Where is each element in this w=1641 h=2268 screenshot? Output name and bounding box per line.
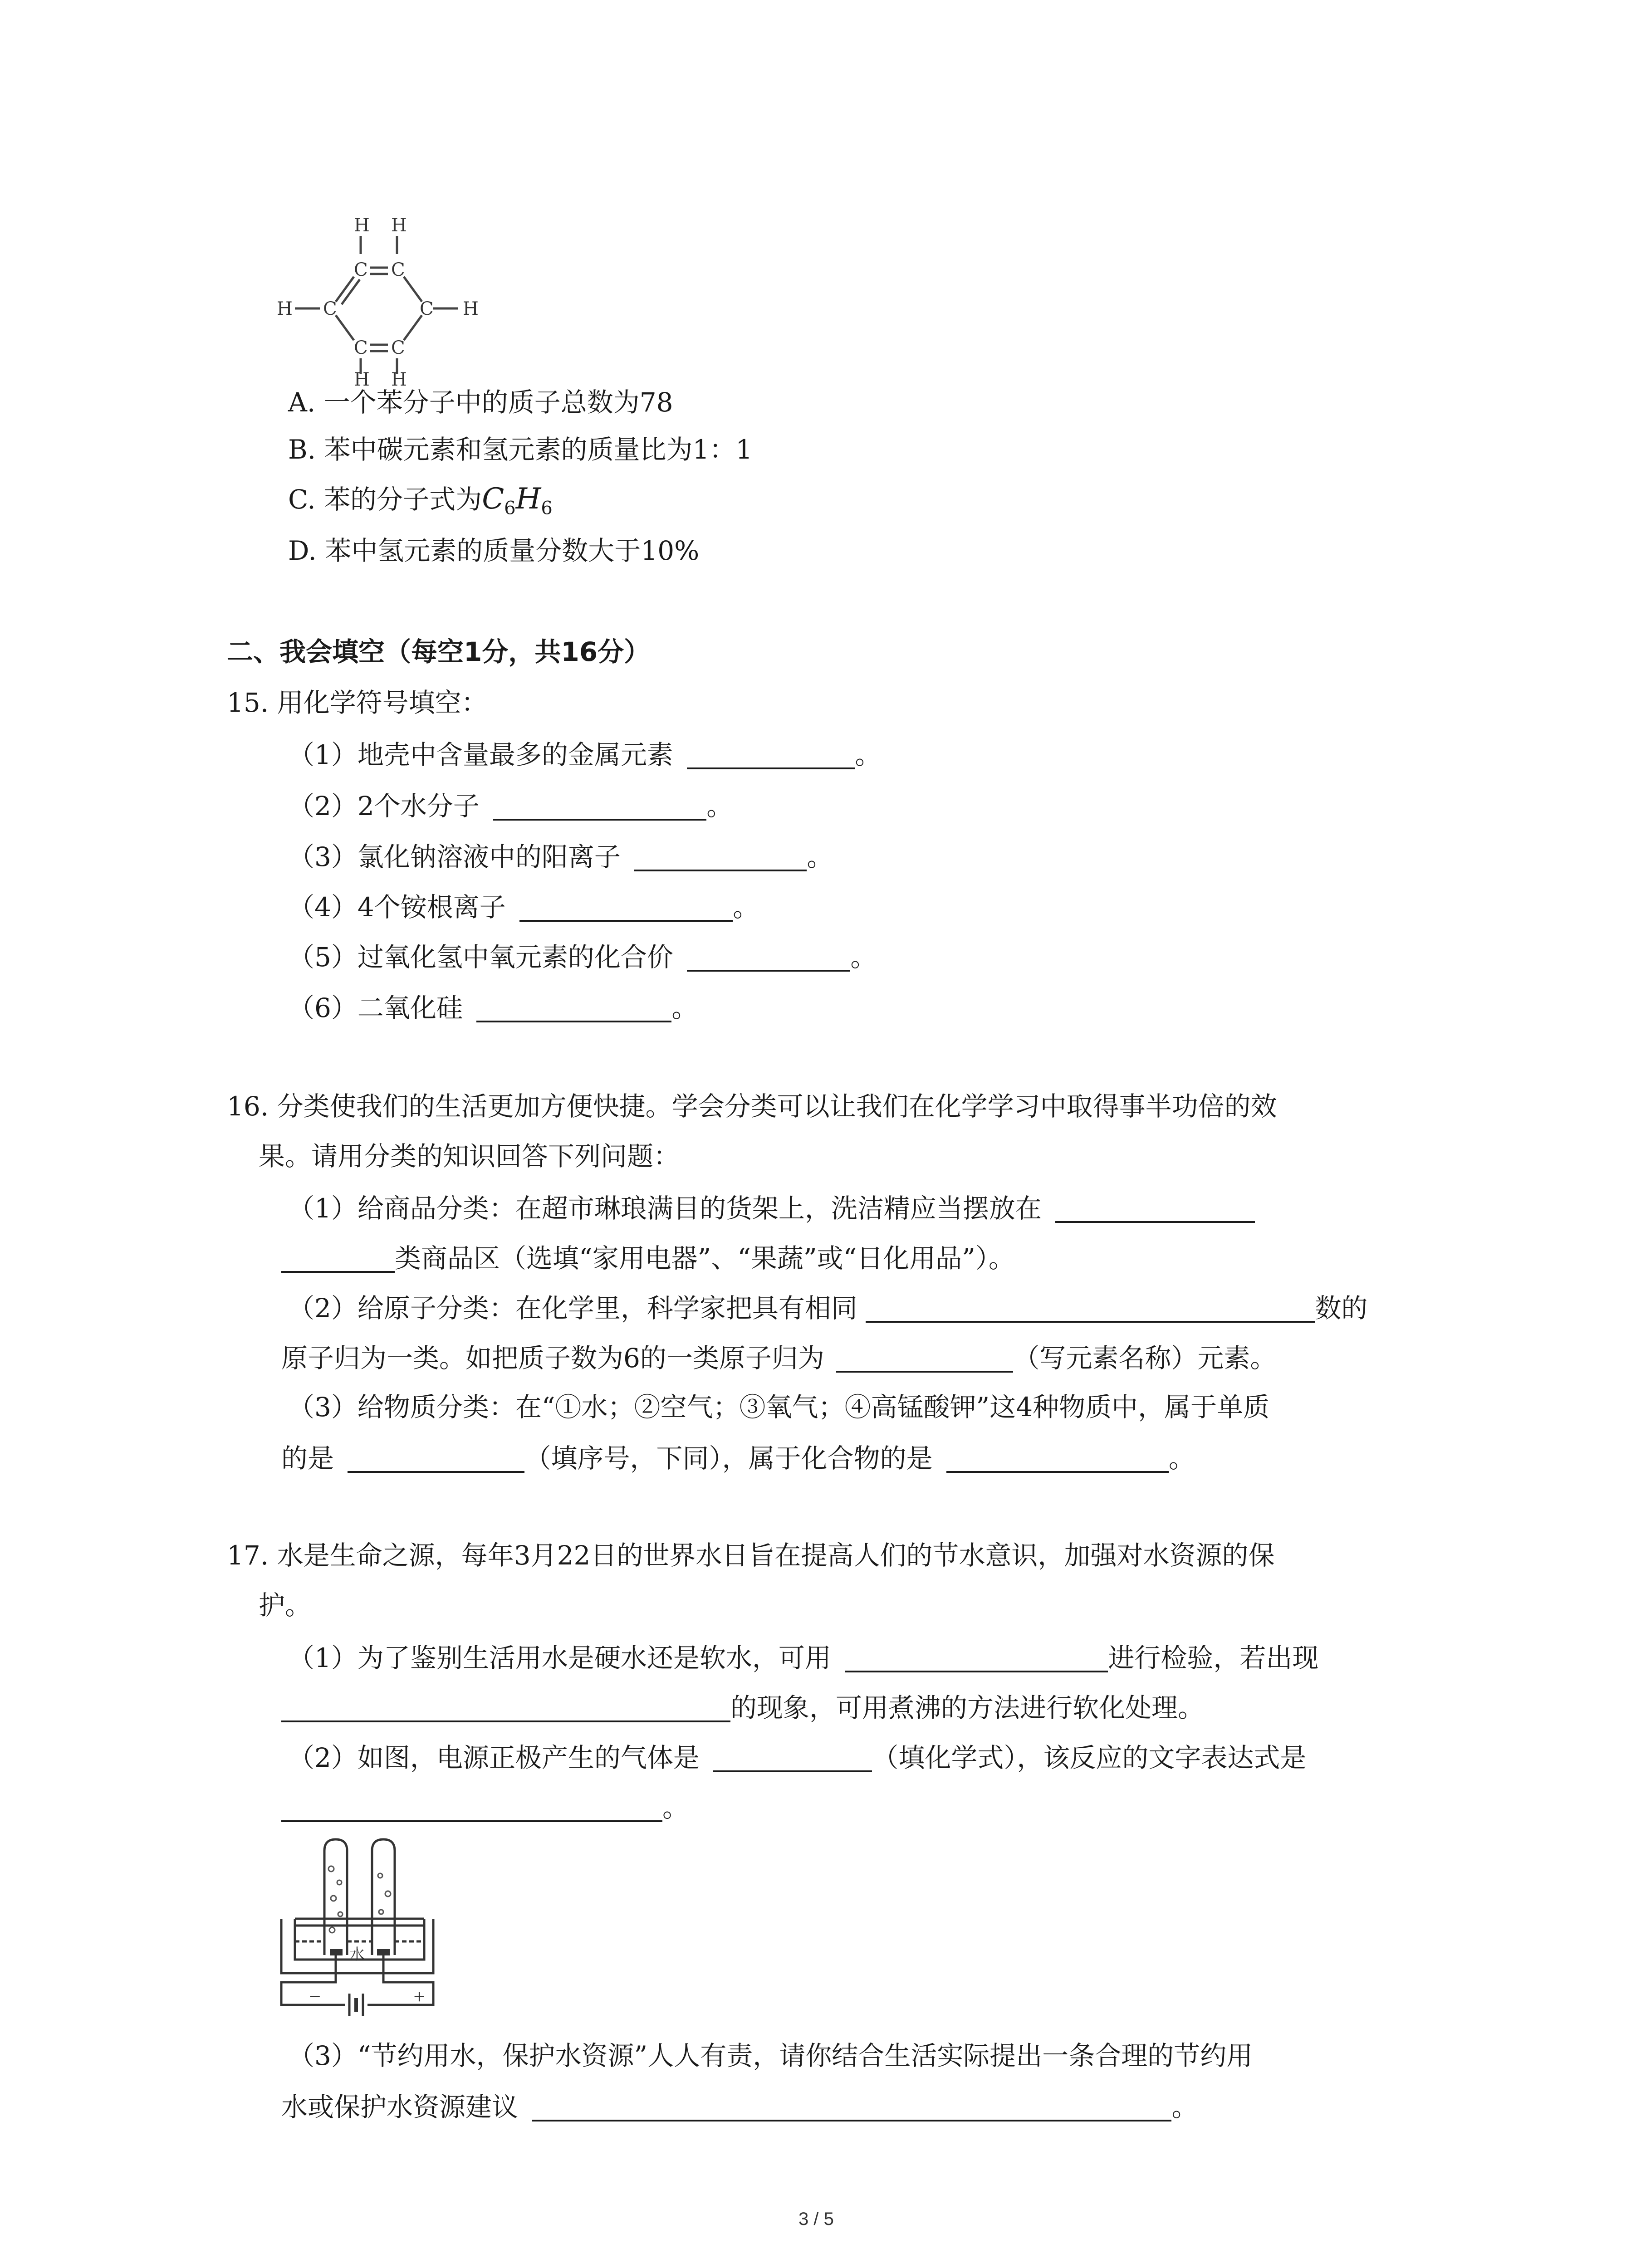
option-b: B. 苯中碳元素和氢元素的质量比为1：1 (288, 434, 753, 465)
q16-p3-text-b: （填序号，下同），属于化合物的是 (524, 1443, 933, 1474)
q16-p1-line2 (281, 1244, 1015, 1273)
benzene-structure-diagram (272, 218, 490, 386)
answer-blank[interactable] (476, 993, 671, 1022)
q15-item-2 (288, 792, 733, 821)
q17-p1-text-c: 的现象，可用煮沸的方法进行软化处理。 (730, 1692, 1205, 1723)
answer-blank[interactable] (281, 1693, 730, 1722)
q15-item-5 (288, 943, 877, 972)
atom-c: C (391, 259, 405, 280)
item-end: 。 (671, 992, 698, 1023)
answer-blank[interactable] (532, 2092, 1171, 2121)
q16-p2-text-a: （2）给原子分类：在化学里，科学家把具有相同 (288, 1293, 857, 1324)
formula-carbon: C (482, 482, 505, 516)
q15-stem: 15. 用化学符号填空： (227, 687, 488, 718)
item-end: 。 (807, 841, 833, 872)
answer-blank[interactable] (634, 842, 807, 871)
q16-p3-text-a: 的是 (281, 1443, 334, 1474)
q16-p3-text-c: 。 (1168, 1443, 1195, 1474)
page-number: 3 / 5 (798, 2209, 834, 2229)
q16-p2-text-b: 数的 (1315, 1293, 1368, 1324)
q16-p2-text-d: （写元素名称）元素。 (1013, 1343, 1277, 1374)
atom-c: C (420, 298, 434, 319)
atom-c: C (354, 259, 368, 280)
item-text: （5）过氧化氢中氧元素的化合价 (288, 942, 673, 973)
section-title: 二、我会填空（每空1分，共16分） (227, 636, 651, 667)
q17-stem-line2: 护。 (259, 1590, 312, 1621)
atom-c: C (354, 337, 368, 358)
answer-blank[interactable] (348, 1444, 524, 1473)
q17-p1-text-b: 进行检验，若出现 (1108, 1642, 1319, 1673)
formula-subscript: 6 (504, 498, 516, 519)
item-end: 。 (855, 739, 882, 770)
q17-p3-line2 (281, 2092, 1198, 2121)
q17-p1-text-a: （1）为了鉴别生活用水是硬水还是软水，可用 (288, 1642, 831, 1673)
atom-h: H (354, 218, 370, 236)
atom-c: C (391, 337, 405, 358)
answer-blank-continued[interactable] (281, 1244, 395, 1273)
q16-stem-line1: 16. 分类使我们的生活更加方便快捷。学会分类可以让我们在化学学习中取得事半功倍的效 (227, 1091, 1277, 1122)
water-label: 水 (349, 1945, 365, 1964)
option-a: A. 一个苯分子中的质子总数为78 (288, 387, 673, 418)
answer-blank[interactable] (845, 1643, 1108, 1672)
q15-item-4 (288, 893, 759, 922)
q17-p2-line1 (288, 1743, 1306, 1772)
q17-stem-line1: 17. 水是生命之源，每年3月22日的世界水日旨在提高人们的节水意识，加强对水资源的保 (227, 1540, 1275, 1571)
q17-p3-text-b: 。 (1171, 2092, 1198, 2122)
atom-h: H (277, 298, 293, 319)
q17-p2-text-a: （2）如图，电源正极产生的气体是 (288, 1742, 700, 1773)
answer-blank[interactable] (687, 943, 850, 972)
q17-p2-line2 (281, 1793, 689, 1822)
item-text: （3）氯化钠溶液中的阳离子 (288, 841, 621, 872)
answer-blank[interactable] (281, 1793, 662, 1822)
formula-hydrogen: H (515, 482, 541, 516)
q16-stem-line2: 果。请用分类的知识回答下列问题： (259, 1141, 680, 1172)
q16-p2-line1 (288, 1294, 1367, 1323)
q16-p1-text: （1）给商品分类：在超市琳琅满目的货架上，洗洁精应当摆放在 (288, 1193, 1042, 1224)
q17-p1-line1 (288, 1643, 1318, 1672)
option-d: D. 苯中氢元素的质量分数大于10% (288, 535, 700, 566)
q16-p2-line2 (281, 1344, 1276, 1373)
q17-p3-line1: （3）“节约用水，保护水资源”人人有责，请你结合生活实际提出一条合理的节约用 (288, 2040, 1253, 2071)
atom-h: H (391, 369, 407, 386)
option-c (288, 484, 553, 518)
answer-blank[interactable] (836, 1344, 1013, 1373)
atom-c: C (323, 298, 337, 319)
atom-h: H (391, 218, 407, 236)
q16-p2-text-c: 原子归为一类。如把质子数为6的一类原子归为 (281, 1343, 824, 1374)
q15-item-1 (288, 740, 881, 769)
answer-blank[interactable] (1055, 1194, 1255, 1223)
answer-blank[interactable] (519, 893, 733, 922)
answer-blank[interactable] (713, 1743, 872, 1772)
q15-item-6 (288, 993, 698, 1022)
item-text: （1）地壳中含量最多的金属元素 (288, 739, 673, 770)
atom-h: H (354, 369, 370, 386)
item-text: （4）4个铵根离子 (288, 892, 506, 923)
item-end: 。 (733, 892, 759, 923)
q15-item-3 (288, 842, 833, 871)
q16-p1-text-2: 类商品区（选填“家用电器”、“果蔬”或“日化用品”）。 (395, 1243, 1015, 1274)
q16-p3-line2 (281, 1444, 1195, 1473)
positive-terminal-label: + (413, 1987, 426, 2005)
q16-p1-line1 (288, 1194, 1255, 1223)
q16-p3-line1: （3）给物质分类：在“①水；②空气；③氧气；④高锰酸钾”这4种物质中，属于单质 (288, 1392, 1270, 1422)
atom-h: H (463, 298, 479, 319)
option-c-label: C. 苯的分子式为 (288, 484, 482, 515)
formula-subscript: 6 (541, 498, 553, 519)
item-end: 。 (706, 791, 733, 821)
item-text: （2）2个水分子 (288, 791, 480, 821)
q17-p1-line2 (281, 1693, 1204, 1722)
electrolysis-apparatus-diagram (277, 1833, 463, 2023)
q17-p2-text-b: （填化学式），该反应的文字表达式是 (872, 1742, 1307, 1773)
answer-blank[interactable] (687, 740, 855, 769)
answer-blank[interactable] (493, 792, 706, 821)
q17-p2-end: 。 (662, 1792, 689, 1823)
answer-blank[interactable] (866, 1294, 1315, 1323)
answer-blank[interactable] (946, 1444, 1169, 1473)
item-end: 。 (850, 942, 877, 973)
item-text: （6）二氧化硅 (288, 992, 463, 1023)
negative-terminal-label: − (309, 1987, 322, 2005)
q17-p3-text-a: 水或保护水资源建议 (281, 2092, 519, 2122)
